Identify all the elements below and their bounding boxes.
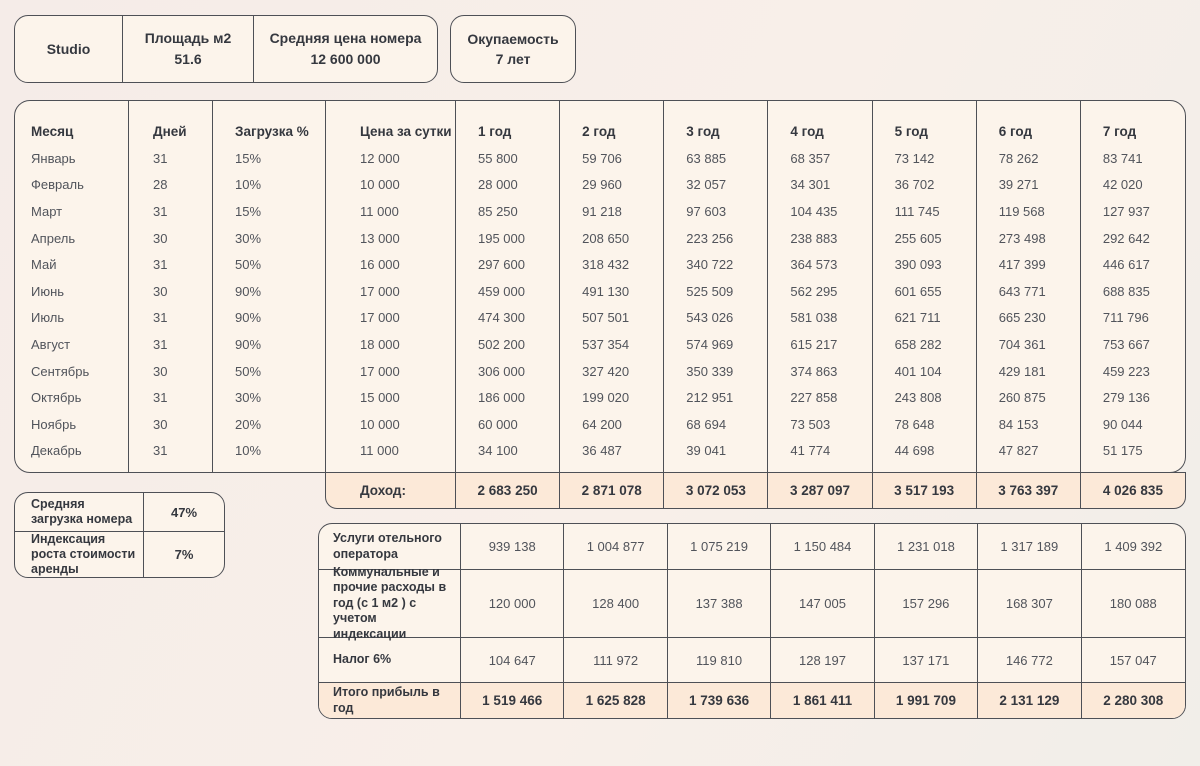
metrics-box bbox=[14, 492, 225, 578]
value-cell: 318 432 bbox=[560, 251, 664, 278]
metric-value: 47% bbox=[144, 493, 224, 532]
expense-label: Итого прибыль в год bbox=[319, 683, 461, 718]
value-cell: 208 650 bbox=[560, 225, 664, 252]
month-cell: Сентябрь bbox=[15, 358, 129, 385]
value-cell: 459 223 bbox=[1102, 363, 1150, 379]
expense-value: 939 138 bbox=[461, 524, 564, 570]
value-cell: 255 605 bbox=[873, 225, 977, 252]
value-cell: 507 501 bbox=[560, 305, 664, 332]
price-value: 12 600 000 bbox=[310, 51, 381, 67]
value-cell: 15% bbox=[213, 198, 326, 225]
spacer-cell bbox=[977, 464, 1081, 472]
value-cell: 574 969 bbox=[664, 331, 768, 358]
price-label: Средняя цена номера bbox=[269, 30, 422, 46]
month-cell: Август bbox=[15, 331, 129, 358]
income-value: 3 763 397 bbox=[977, 473, 1081, 508]
value-cell: 401 104 bbox=[873, 358, 977, 385]
value-cell: 78 262 bbox=[977, 145, 1081, 172]
value-cell: 17 000 bbox=[326, 278, 456, 305]
value-cell: 31 bbox=[129, 438, 213, 465]
value-cell: 658 282 bbox=[873, 331, 977, 358]
value-cell: 59 706 bbox=[560, 145, 664, 172]
spacer-cell bbox=[15, 464, 129, 472]
value-cell: 502 200 bbox=[456, 331, 560, 358]
value-cell: 30 bbox=[129, 225, 213, 252]
value-cell: 60 000 bbox=[456, 411, 560, 438]
header-cell: 2 год bbox=[560, 101, 664, 145]
spacer-cell bbox=[213, 464, 326, 472]
expense-value: 157 296 bbox=[875, 570, 978, 638]
expense-value: 1 625 828 bbox=[564, 683, 667, 718]
value-cell: 32 057 bbox=[664, 172, 768, 199]
value-cell: 73 142 bbox=[873, 145, 977, 172]
value-cell: 643 771 bbox=[977, 278, 1081, 305]
value-cell: 34 301 bbox=[768, 172, 872, 199]
expense-value: 1 861 411 bbox=[771, 683, 874, 718]
value-cell: 273 498 bbox=[977, 225, 1081, 252]
month-cell: Март bbox=[15, 198, 129, 225]
value-cell: 17 000 bbox=[326, 358, 456, 385]
value-cell: 97 603 bbox=[664, 198, 768, 225]
value-cell: 42 020 bbox=[1102, 177, 1143, 193]
value-cell: 36 702 bbox=[873, 172, 977, 199]
value-cell: 83 741 bbox=[1102, 150, 1143, 166]
value-cell: 18 000 bbox=[326, 331, 456, 358]
expense-value: 119 810 bbox=[668, 638, 771, 683]
expense-value: 137 388 bbox=[668, 570, 771, 638]
income-value: 2 683 250 bbox=[456, 473, 560, 508]
income-strip bbox=[325, 472, 1186, 509]
value-cell: 537 354 bbox=[560, 331, 664, 358]
month-cell: Январь bbox=[15, 145, 129, 172]
expense-value: 1 519 466 bbox=[461, 683, 564, 718]
value-cell: 227 858 bbox=[768, 384, 872, 411]
header-cell: Месяц bbox=[15, 101, 129, 145]
value-cell: 350 339 bbox=[664, 358, 768, 385]
value-cell: 195 000 bbox=[456, 225, 560, 252]
spacer-cell bbox=[873, 464, 977, 472]
spacer-cell bbox=[664, 464, 768, 472]
value-cell: 186 000 bbox=[456, 384, 560, 411]
header-cell: 3 год bbox=[664, 101, 768, 145]
expense-value: 1 739 636 bbox=[668, 683, 771, 718]
value-cell: 446 617 bbox=[1102, 257, 1150, 273]
value-cell: 68 357 bbox=[768, 145, 872, 172]
value-cell: 68 694 bbox=[664, 411, 768, 438]
value-cell: 90% bbox=[213, 331, 326, 358]
expense-value: 128 400 bbox=[564, 570, 667, 638]
month-cell: Май bbox=[15, 251, 129, 278]
expense-label: Услуги отельного оператора bbox=[319, 524, 461, 570]
header-cell: Цена за сутки bbox=[326, 101, 456, 145]
value-cell: 39 271 bbox=[977, 172, 1081, 199]
value-cell: 429 181 bbox=[977, 358, 1081, 385]
expense-value: 180 088 bbox=[1082, 570, 1185, 638]
value-cell: 212 951 bbox=[664, 384, 768, 411]
value-cell: 340 722 bbox=[664, 251, 768, 278]
header-cell: 5 год bbox=[873, 101, 977, 145]
value-cell: 30% bbox=[213, 225, 326, 252]
value-cell: 15% bbox=[213, 145, 326, 172]
value-cell: 10% bbox=[213, 438, 326, 465]
value-cell: 753 667 bbox=[1102, 336, 1150, 352]
expense-value: 2 131 129 bbox=[978, 683, 1081, 718]
month-cell: Февраль bbox=[15, 172, 129, 199]
value-cell: 30 bbox=[129, 278, 213, 305]
spacer-cell bbox=[456, 464, 560, 472]
expense-value: 111 972 bbox=[564, 638, 667, 683]
area-label: Площадь м2 bbox=[144, 30, 232, 46]
expense-value: 1 231 018 bbox=[875, 524, 978, 570]
expense-value: 120 000 bbox=[461, 570, 564, 638]
value-cell: 31 bbox=[129, 145, 213, 172]
value-cell: 15 000 bbox=[326, 384, 456, 411]
value-cell: 665 230 bbox=[977, 305, 1081, 332]
value-cell: 297 600 bbox=[456, 251, 560, 278]
value-cell: 601 655 bbox=[873, 278, 977, 305]
unit-name: Studio bbox=[46, 40, 91, 57]
value-cell: 30% bbox=[213, 384, 326, 411]
value-cell: 243 808 bbox=[873, 384, 977, 411]
value-cell: 704 361 bbox=[977, 331, 1081, 358]
value-cell: 50% bbox=[213, 358, 326, 385]
header-cell: Загрузка % bbox=[213, 101, 326, 145]
value-cell: 55 800 bbox=[456, 145, 560, 172]
month-cell: Апрель bbox=[15, 225, 129, 252]
value-cell: 390 093 bbox=[873, 251, 977, 278]
value-cell: 28 000 bbox=[456, 172, 560, 199]
value-cell: 20% bbox=[213, 411, 326, 438]
income-label: Доход: bbox=[326, 473, 456, 508]
header-cell: 1 год bbox=[456, 101, 560, 145]
value-cell: 474 300 bbox=[456, 305, 560, 332]
header-cell: Дней bbox=[129, 101, 213, 145]
value-cell: 119 568 bbox=[977, 198, 1081, 225]
value-cell: 31 bbox=[129, 198, 213, 225]
value-cell: 543 026 bbox=[664, 305, 768, 332]
expenses-table bbox=[318, 523, 1186, 719]
price-section bbox=[254, 16, 437, 82]
value-cell: 615 217 bbox=[768, 331, 872, 358]
expense-value: 1 317 189 bbox=[978, 524, 1081, 570]
expense-value: 146 772 bbox=[978, 638, 1081, 683]
month-cell: Ноябрь bbox=[15, 411, 129, 438]
payback-box bbox=[450, 15, 576, 83]
spacer-cell bbox=[768, 464, 872, 472]
spacer-cell bbox=[1081, 464, 1185, 472]
value-cell: 364 573 bbox=[768, 251, 872, 278]
metric-label: Индексация роста стоимости аренды bbox=[15, 532, 144, 577]
month-cell: Декабрь bbox=[15, 438, 129, 465]
value-cell: 711 796 bbox=[1102, 310, 1149, 326]
value-cell: 491 130 bbox=[560, 278, 664, 305]
expense-label: Коммунальные и прочие расходы в год (с 1 м2 ) с учетом индексации bbox=[319, 570, 461, 638]
value-cell: 29 960 bbox=[560, 172, 664, 199]
value-cell: 621 711 bbox=[873, 305, 977, 332]
area-section bbox=[123, 16, 254, 82]
area-value: 51.6 bbox=[174, 51, 202, 67]
payback-value: 7 лет bbox=[495, 50, 531, 67]
metric-label: Средняя загрузка номера bbox=[15, 493, 144, 532]
value-cell: 11 000 bbox=[326, 198, 456, 225]
value-cell: 688 835 bbox=[1102, 283, 1150, 299]
month-cell: Июнь bbox=[15, 278, 129, 305]
value-cell: 306 000 bbox=[456, 358, 560, 385]
value-cell: 10 000 bbox=[326, 411, 456, 438]
value-cell: 238 883 bbox=[768, 225, 872, 252]
value-cell: 10 000 bbox=[326, 172, 456, 199]
value-cell: 292 642 bbox=[1102, 230, 1150, 246]
value-cell: 10% bbox=[213, 172, 326, 199]
expense-value: 1 409 392 bbox=[1082, 524, 1185, 570]
header-cell: 4 год bbox=[768, 101, 872, 145]
value-cell: 78 648 bbox=[873, 411, 977, 438]
expense-value: 147 005 bbox=[771, 570, 874, 638]
main-table bbox=[14, 100, 1186, 473]
value-cell: 260 875 bbox=[977, 384, 1081, 411]
value-cell: 417 399 bbox=[977, 251, 1081, 278]
value-cell: 91 218 bbox=[560, 198, 664, 225]
value-cell: 34 100 bbox=[456, 438, 560, 465]
expense-value: 1 004 877 bbox=[564, 524, 667, 570]
expense-value: 2 280 308 bbox=[1082, 683, 1185, 718]
value-cell: 16 000 bbox=[326, 251, 456, 278]
header-cell: 7 год bbox=[1102, 124, 1137, 139]
metric-value: 7% bbox=[174, 547, 194, 562]
value-cell: 199 020 bbox=[560, 384, 664, 411]
expense-value: 1 991 709 bbox=[875, 683, 978, 718]
value-cell: 90% bbox=[213, 278, 326, 305]
value-cell: 525 509 bbox=[664, 278, 768, 305]
value-cell: 85 250 bbox=[456, 198, 560, 225]
value-cell: 30 bbox=[129, 358, 213, 385]
value-cell: 41 774 bbox=[768, 438, 872, 465]
header-cell: 6 год bbox=[977, 101, 1081, 145]
month-cell: Октябрь bbox=[15, 384, 129, 411]
expense-value: 137 171 bbox=[875, 638, 978, 683]
expense-label: Налог 6% bbox=[319, 638, 461, 683]
unit-section bbox=[15, 16, 123, 82]
value-cell: 36 487 bbox=[560, 438, 664, 465]
expense-value: 1 075 219 bbox=[668, 524, 771, 570]
value-cell: 73 503 bbox=[768, 411, 872, 438]
income-value: 3 072 053 bbox=[664, 473, 768, 508]
value-cell: 51 175 bbox=[1102, 443, 1143, 459]
value-cell: 581 038 bbox=[768, 305, 872, 332]
value-cell: 223 256 bbox=[664, 225, 768, 252]
value-cell: 11 000 bbox=[326, 438, 456, 465]
value-cell: 31 bbox=[129, 384, 213, 411]
value-cell: 374 863 bbox=[768, 358, 872, 385]
summary-box bbox=[14, 15, 438, 83]
value-cell: 327 420 bbox=[560, 358, 664, 385]
value-cell: 39 041 bbox=[664, 438, 768, 465]
value-cell: 12 000 bbox=[326, 145, 456, 172]
spacer-cell bbox=[326, 464, 456, 472]
value-cell: 459 000 bbox=[456, 278, 560, 305]
value-cell: 84 153 bbox=[977, 411, 1081, 438]
value-cell: 104 435 bbox=[768, 198, 872, 225]
expense-value: 128 197 bbox=[771, 638, 874, 683]
value-cell: 44 698 bbox=[873, 438, 977, 465]
income-value: 3 287 097 bbox=[768, 473, 872, 508]
expense-value: 104 647 bbox=[461, 638, 564, 683]
value-cell: 47 827 bbox=[977, 438, 1081, 465]
value-cell: 50% bbox=[213, 251, 326, 278]
value-cell: 31 bbox=[129, 331, 213, 358]
payback-label: Окупаемость bbox=[467, 30, 559, 47]
value-cell: 90% bbox=[213, 305, 326, 332]
value-cell: 63 885 bbox=[664, 145, 768, 172]
expense-value: 157 047 bbox=[1082, 638, 1185, 683]
spacer-cell bbox=[129, 464, 213, 472]
value-cell: 562 295 bbox=[768, 278, 872, 305]
value-cell: 279 136 bbox=[1102, 390, 1150, 406]
expense-value: 1 150 484 bbox=[771, 524, 874, 570]
value-cell: 30 bbox=[129, 411, 213, 438]
income-value: 3 517 193 bbox=[873, 473, 977, 508]
value-cell: 31 bbox=[129, 251, 213, 278]
income-value: 4 026 835 bbox=[1102, 482, 1163, 498]
value-cell: 111 745 bbox=[873, 198, 977, 225]
value-cell: 31 bbox=[129, 305, 213, 332]
value-cell: 28 bbox=[129, 172, 213, 199]
income-value: 2 871 078 bbox=[560, 473, 664, 508]
value-cell: 90 044 bbox=[1102, 416, 1143, 432]
spacer-cell bbox=[560, 464, 664, 472]
value-cell: 64 200 bbox=[560, 411, 664, 438]
value-cell: 17 000 bbox=[326, 305, 456, 332]
value-cell: 127 937 bbox=[1102, 203, 1150, 219]
expense-value: 168 307 bbox=[978, 570, 1081, 638]
value-cell: 13 000 bbox=[326, 225, 456, 252]
month-cell: Июль bbox=[15, 305, 129, 332]
